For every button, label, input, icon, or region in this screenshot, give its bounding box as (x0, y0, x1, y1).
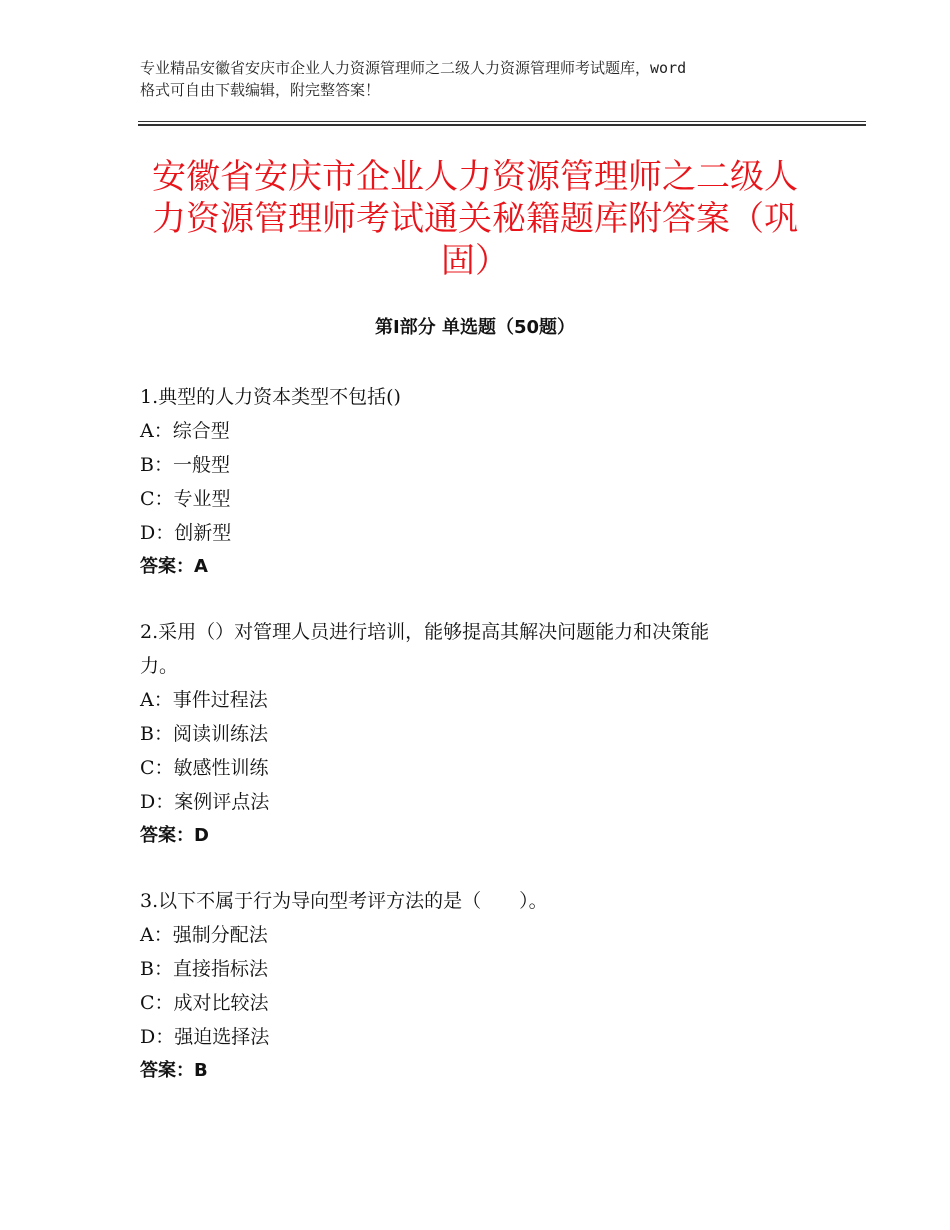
option-c: C：专业型 (140, 488, 231, 510)
question-1 (140, 380, 820, 584)
option-d: D：创新型 (140, 522, 232, 544)
answer-label: 答案：A (140, 556, 208, 577)
option-a: A：综合型 (140, 420, 230, 442)
header-divider-thin (138, 121, 866, 122)
title-line-3: 固） (441, 241, 509, 281)
option-a: A：强制分配法 (140, 924, 268, 946)
question-stem: 3.以下不属于行为导向型考评方法的是（ ）。 (140, 890, 548, 912)
option-b: B：阅读训练法 (140, 723, 268, 745)
title-line-1: 安徽省安庆市企业人力资源管理师之二级人 (152, 157, 798, 197)
header-note-line-1: 专业精品安徽省安庆市企业人力资源管理师之二级人力资源管理师考试题库，word (140, 59, 687, 77)
document-title (140, 156, 810, 282)
option-b: B：直接指标法 (140, 958, 268, 980)
answer-label: 答案：D (140, 825, 209, 846)
header-divider-thick (138, 124, 866, 126)
option-d: D：强迫选择法 (140, 1026, 270, 1048)
option-c: C：敏感性训练 (140, 757, 269, 779)
question-stem: 1.典型的人力资本类型不包括() (140, 386, 401, 408)
title-line-2: 力资源管理师考试通关秘籍题库附答案（巩 (152, 199, 798, 239)
question-stem-line-1: 2.采用（）对管理人员进行培训，能够提高其解决问题能力和决策能 (140, 621, 710, 643)
question-2 (140, 615, 820, 853)
question-list (140, 380, 820, 1119)
header-note-line-2: 格式可自由下载编辑，附完整答案！ (140, 81, 381, 99)
option-d: D：案例评点法 (140, 791, 270, 813)
answer-label: 答案：B (140, 1060, 208, 1081)
option-c: C：成对比较法 (140, 992, 269, 1014)
option-a: A：事件过程法 (140, 689, 268, 711)
question-stem-line-2: 力。 (140, 655, 179, 677)
document-header-note (140, 57, 840, 101)
section-heading: 第Ⅰ部分 单选题（50题） (374, 317, 575, 338)
option-b: B：一般型 (140, 454, 230, 476)
question-3 (140, 884, 820, 1088)
